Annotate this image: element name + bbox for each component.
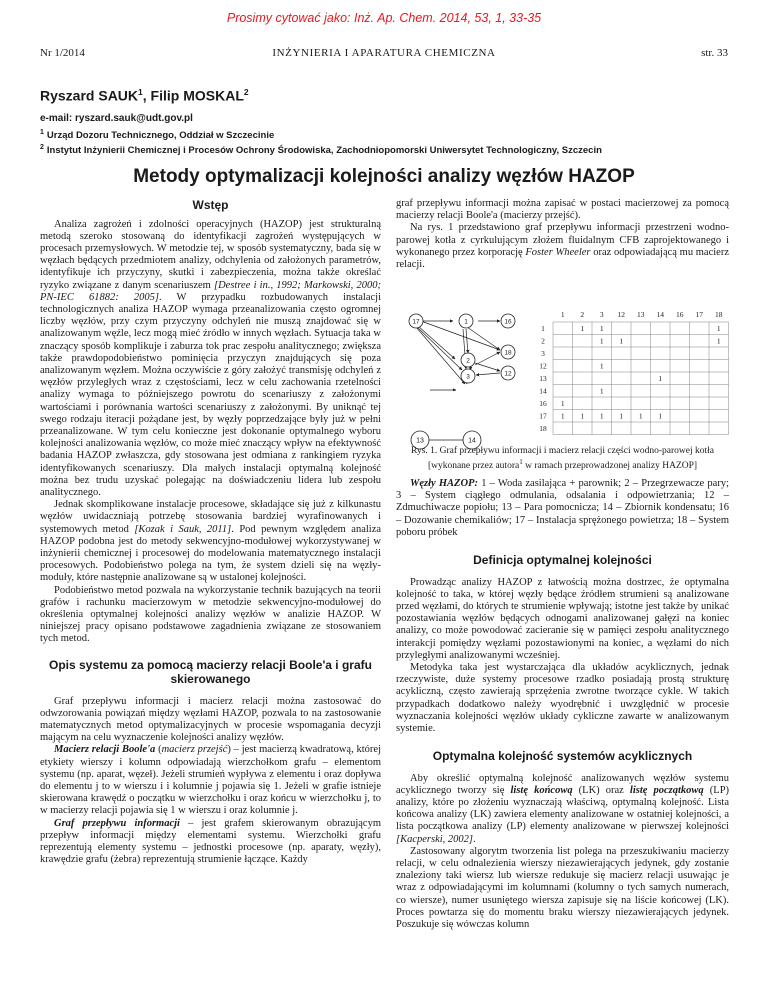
matrix-cell: 1 [619, 336, 624, 346]
matrix-cell: 1 [599, 386, 604, 396]
graph-node-label: 2 [466, 357, 470, 365]
matrix-col-header: 1 [560, 310, 565, 319]
matrix-col-header: 3 [599, 310, 604, 319]
email[interactable]: e-mail: ryszard.sauk@udt.gov.pl [40, 113, 193, 124]
paragraph: Graf przepływu informacji i macierz relacji można zastosować do odwzorowania powiązań między węzłami HAZOP, pozwala to na zastosowanie matematycznych metod optymalizacyjnych w procesie wspomagania decyzji mającym na celu wyznaczenie kolejności analizy węzłów. [40, 695, 381, 744]
paragraph: graf przepływu informacji można zapisać w postaci macierzowej za pomocą macierzy relacji Boole'a (macierzy przejść). [396, 198, 729, 222]
matrix-row-header: 12 [539, 361, 547, 371]
paragraph: Jednak skomplikowane instalacje procesowe, składające się już z kilkunastu węzłów uwidaczniają potrzebę stosowania bardziej wyrafinowanych i systemowych metod [Kozak i Sauk, 2011]. Pod pewnym względem analiza HAZOP podobna jest do metody sekwencyjno-modułowej wykorzystywanej w inżynierii chemicznej i procesowej do modelowania matematycznego instalacji procesowych. Podobieństwo polega na tym, że system dzieli się na węzły-moduły, które następnie analizowane są w ustalonej kolejności. [40, 499, 382, 584]
matrix-cell: 1 [658, 411, 663, 421]
matrix-cell: 1 [619, 411, 624, 421]
paragraph: Graf przepływu informacji – jest grafem skierowanym obrazującym przepływ informacji między elementami systemu. Wierzchołki grafu reprezentują elementy systemu – jednostki procesowe (np. aparaty, węzły), krawędzie grafu (żebra) reprezentują strumienie łączące. Każdy [40, 817, 382, 866]
information-flow-graph [400, 307, 528, 391]
issue-number: Nr 1/2014 [40, 47, 85, 59]
paragraph: Prowadząc analizy HAZOP z łatwością można dostrzec, że optymalna kolejność to taka, w której węzły będące źródłem strumieni są analizowane przed węzłami, do których te strumienie wpływają; istotne jest także by unikać pozostawiania węzłów będących odnogami analizowanej gałęzi na koniec analizy, co może powodować zacieranie się w pamięci zespołu analitycznego interakcji pomiędzy węzłami pozostawionymi na koniec, a węzłami do nich przyległymi analizowanymi wcześniej. [396, 576, 729, 661]
matrix-row-header: 3 [541, 349, 545, 358]
matrix-row-header: 16 [539, 399, 547, 408]
matrix-col-header: 18 [715, 310, 723, 319]
matrix-cell: 1 [599, 324, 604, 333]
paper-title: Metody optymalizacji kolejności analizy węzłów HAZOP [133, 166, 635, 187]
matrix-col-header: 12 [617, 310, 625, 319]
matrix-cell: 1 [716, 324, 721, 333]
section-heading-optymalna: Optymalna kolejność systemów acyklicznych [432, 749, 693, 764]
author-1: Ryszard SAUK [40, 87, 139, 104]
graph-node-label: 13 [416, 437, 424, 445]
matrix-col-header: 13 [637, 310, 645, 319]
section-heading-definicja: Definicja optymalnej kolejności [473, 553, 652, 568]
affiliation-2: $^2$ Instytut Inżynierii Chemicznej i Procesów Ochrony Środowiska, Zachodniopomorski Uniwersytet Technologiczny, Szczecin [40, 144, 602, 157]
right-column-bottom [396, 478, 729, 931]
graph-node-label: 18 [504, 349, 512, 357]
paragraph: Metodyka taka jest wystarczająca dla układów acyklicznych, jednak rzeczywiste, duże systemy procesowe rzadko posiadają prostą strukturę acykliczną, często zawierają sprzężenia zwrotne tworzące cykle. W takich przypadkach dodatkowo należy wyodrębnić i uwzględnić w procesie wyznaczania kolejności węzłów układy cykliczne zawarte w analizowanym systemie. [396, 661, 729, 734]
paragraph: Macierz relacji Boole'a (macierz przejść) – jest macierzą kwadratową, której etykiety wierszy i kolumn odpowiadają wierzchołkom grafu – elementom systemu (np. aparat, węzeł). Jeżeli strumień wypływa z elementu i oraz dopływa do elementu j to w wierszu i i kolumnie j pojawia się 1. Jeżeli w grafie istnieje skierowana krawędź o początku w wierzchołku i oraz końcu w wierzchołku j, to w macierzy relacji pojawia się 1 w wierszu i oraz kolumnie j. [40, 744, 381, 817]
journal-name: INŻYNIERIA I APARATURA CHEMICZNA [272, 47, 496, 59]
matrix-row-header: 17 [539, 411, 547, 421]
section-heading-opis: Opis systemu za pomocą macierzy relacji Boole'a i grafu skierowanego [49, 657, 372, 687]
matrix-cell: 1 [599, 411, 604, 421]
matrix-cell: 1 [560, 399, 565, 408]
matrix-cell: 1 [580, 411, 585, 421]
matrix-col-header: 16 [676, 310, 684, 319]
matrix-row-header: 14 [539, 386, 547, 396]
matrix-col-header: 14 [656, 310, 664, 319]
matrix-cell: 1 [716, 336, 721, 346]
matrix-cell: 1 [658, 374, 663, 383]
matrix-row-header: 1 [541, 324, 545, 333]
matrix-row-header: 18 [539, 424, 547, 433]
graph-node-label: 17 [412, 318, 420, 326]
matrix-cell: 1 [599, 361, 604, 371]
affiliation-1: $^1$ Urząd Dozoru Technicznego, Oddział w Szczecinie [40, 129, 275, 142]
paragraph: Zastosowany algorytm tworzenia list polega na przeszukiwaniu macierzy relacji, w celu odnalezienia wierszy niezawierających jedynek, gdy zostanie znaleziony taki wiersz lub wiersze redukuje się macierz relacji usuwając je wraz z odpowiadającymi im kolumnami (kolumny o tych samych numerach, co wiersze), numer usuniętego wiersza zapisuje się na liście końcowej (LK). Proces powtarza się do momentu braku wierszy niezawierających jedynek. Poszukuje się wówczas kolumn [396, 845, 729, 931]
matrix-cell: 1 [560, 411, 565, 421]
left-column [40, 198, 381, 866]
paragraph: Aby określić optymalną kolejność analizowanych węzłów systemu acyklicznego tworzy się listę końcową (LK) oraz listę początkową (LP) analizy, które po złożeniu wyznaczają właściwą, optymalną kolejność. Lista końcowa analizy (LK) zawiera elementy analizowane w ostatniej kolejności, a lista początkowa analizy (LP) elementy analizowane w pierwszej kolejności [Kacperski, 2002]. [396, 772, 730, 845]
authors: Ryszard SAUK$^1$, Filip MOSKAL$^2$ [40, 87, 249, 104]
graph-node-label: 14 [468, 437, 476, 445]
graph-node-label: 3 [466, 373, 470, 381]
paragraph: Analiza zagrożeń i zdolności operacyjnych (HAZOP) jest strukturalną metodą szeroko stosowaną do identyfikacji zagrożeń występujących w procesach przemysłowych. W metodzie tej, w sposób systematyczny, bada się w węzłach będących przedmiotem analizy, odchylenia od założonych parametrów, identyfikuje ich przyczyny, skutki i zabezpieczenia, można także określać ryzyko związane z danym scenariuszem [Destree i in., 1992; Markowski, 2000; PN-IEC 61882: 2005]. W przypadku rozbudowanych instalacji technologicznych analiza HAZOP wymaga przeanalizowania często ogromnej liczby węzłów, przy czym przyczyny odchyleń nie muszą znajdować się w analizowanym węźle, lecz mogą mieć źródło w innych węzłach. Sytuacja taka w znaczący sposób komplikuje i zaburza tok prac zespołu analitycznego; zwiększa także prawdopodobieństwo pominięcia przyczyn znajdujących się poza analizowanym węzłem. Można oczywiście z góry założyć transmisję odchyleń z węzłów przyległych wraz z częstościami, lecz w celu zachowania rzetelności analizy wymaga to późniejszego powrotu do scenariuszy z założonymi wartościami i porównania wartości scenariuszy z założonymi. By uniknąć tej swego rodzaju iteracji pożądane jest, by węzły poprzedzające były już w pełni przeanalizowane. W tym celu konieczne jest dokonanie optymalnego wyboru kolejności analizowania węzłów, co może mieć znaczący wpływ na efektywność badania HAZOP zwłaszcza, gdy stosowana jest odmiana z rankingiem ryzyka identyfikowanych scenariuszy. Dla małych instalacji optymalną kolejność można bez trudu uzyskać polegając na doświadczeniu lidera lub zespołu analitycznego. [40, 218, 381, 498]
page-number: str. 33 [701, 47, 728, 59]
citation-note: Prosimy cytować jako: Inż. Ap. Chem. 2014, 53, 1, 33-35 [226, 11, 542, 25]
section-heading-wstep: Wstęp [192, 198, 229, 212]
graph-node-label: 1 [464, 318, 468, 326]
matrix-row-header: 2 [541, 336, 545, 346]
matrix-cell: 1 [599, 336, 604, 346]
matrix-col-header: 17 [695, 310, 703, 319]
relation-matrix [533, 308, 733, 438]
paragraph: Na rys. 1 przedstawiono graf przepływu informacji przestrzeni wodno-parowej kotła z cyrkulującym złożem fluidalnym CFB zaprojektowanego i wykonanego przez korporację Foster Wheeler oraz odpowiadającą mu macierz relacji. [396, 222, 729, 271]
right-column-top [396, 198, 729, 271]
paragraph: Podobieństwo metod pozwala na wykorzystanie technik bazujących na teorii grafów i rachunku macierzowym w metodzie sekwencyjno-modułowej do określenia optymalnej kolejności analizy węzłów w analizie HAZOP. W niniejszej pracy opisano podstawowe zagadnienia związane ze stosowaniem tych metod. [40, 584, 381, 645]
author-2: Filip MOSKAL [150, 87, 244, 104]
matrix-cell: 1 [580, 324, 585, 333]
figure-caption: Rys. 1. Graf przepływu informacji i macierz relacji części wodno-parowej kotła [wykonane przez autora$^1$ w ramach przeprowadzonej analizy HAZOP] [411, 446, 714, 472]
paragraph: Węzły HAZOP: 1 – Woda zasilająca + parownik; 2 – Przegrzewacze pary; 3 – System ciągłego odmulania, odsalania i odpowietrzania; 12 – Zdmuchiwacze popiołu; 13 – Para pomocnicza; 14 – Zbiornik kondensatu; 16 – Dozowanie chemikaliów; 17 – Instalacja sprężonego powietrza; 18 – System poboru próbek [396, 478, 730, 538]
graph-node-label: 12 [504, 370, 512, 378]
matrix-col-header: 2 [580, 310, 585, 319]
matrix-cell: 1 [638, 411, 643, 421]
graph-node-label: 16 [504, 318, 512, 326]
matrix-row-header: 13 [539, 374, 547, 383]
